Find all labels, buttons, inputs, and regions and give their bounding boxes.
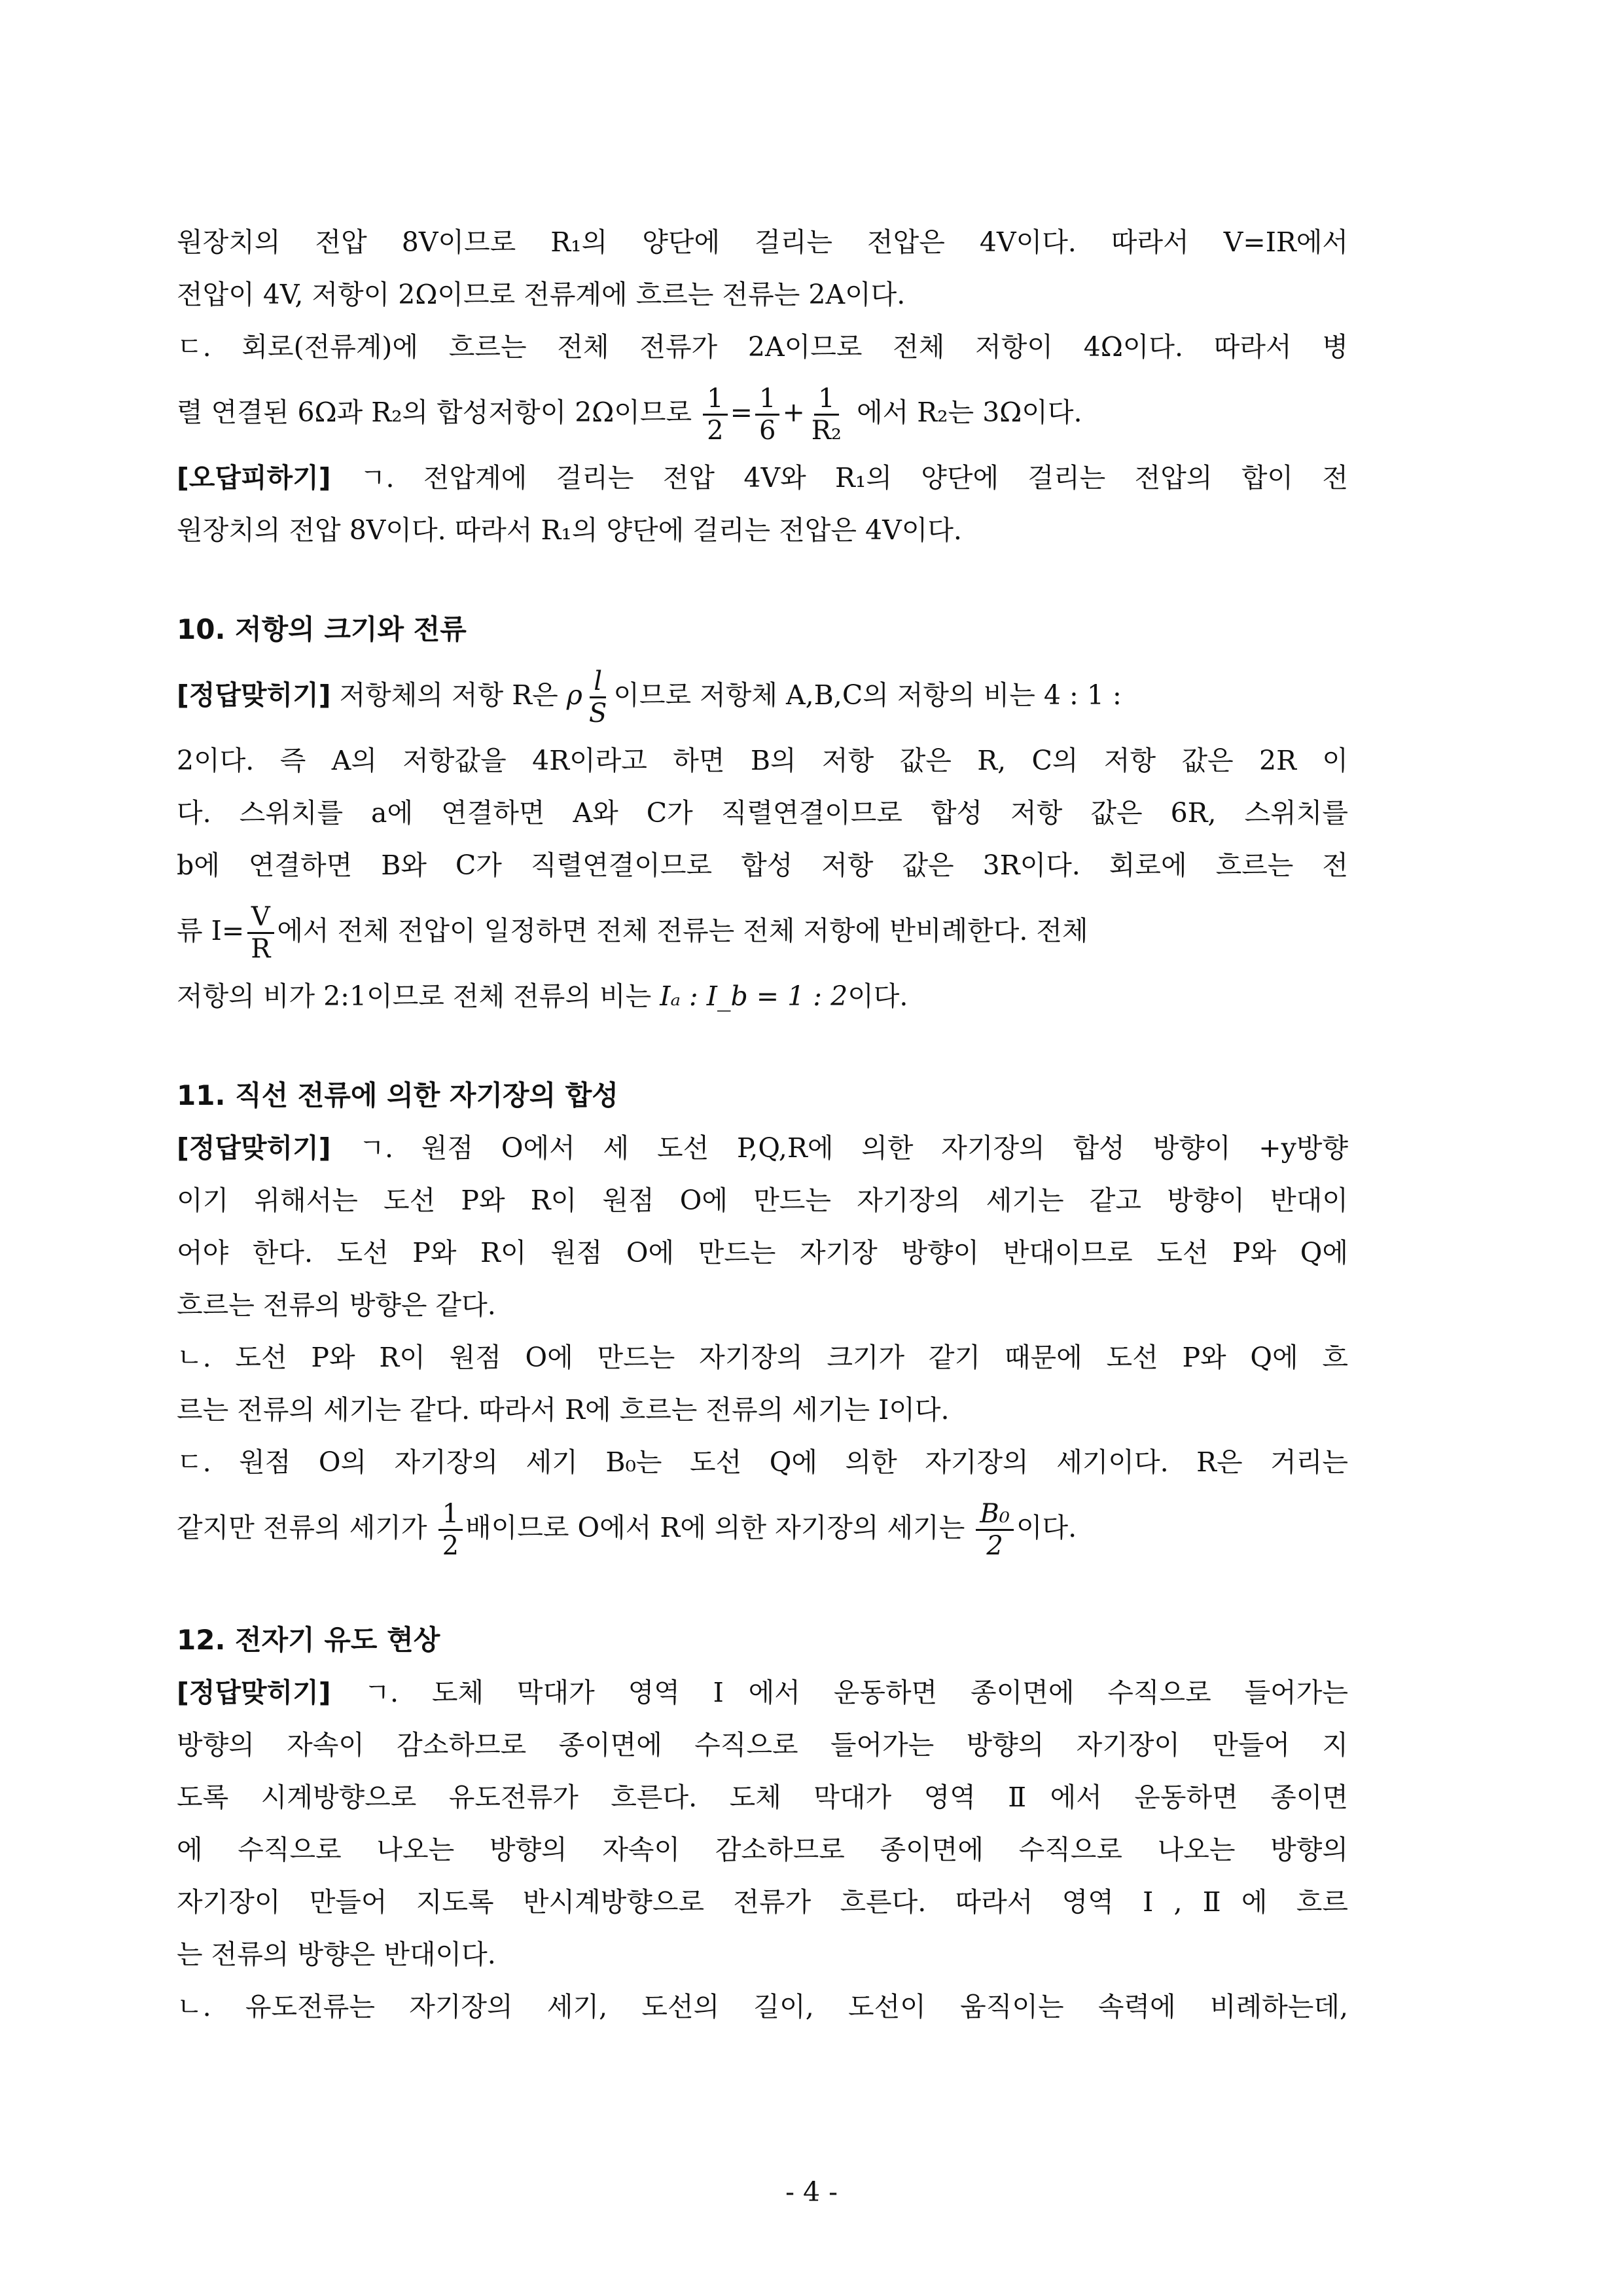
text-segment: ㄱ. 원점 O에서 세 도선 P,Q,R에 의한 자기장의 합성 방향이 +y방향 bbox=[359, 1132, 1348, 1164]
answer-tag: [정답맞히기] bbox=[177, 679, 331, 711]
answer-tag: [정답맞히기] bbox=[177, 1677, 331, 1708]
text-segment: 같지만 전류의 세기가 bbox=[177, 1512, 427, 1543]
rho-symbol: ρ bbox=[566, 679, 582, 711]
text-segment: 류 I= bbox=[177, 915, 245, 946]
text-line-with-equation bbox=[177, 373, 1348, 452]
section-11 bbox=[177, 1069, 1348, 1567]
text-line: 자기장이 만들어 지도록 반시계방향으로 전류가 흐른다. 따라서 영역 Ⅰ,Ⅱ에 흐르 bbox=[177, 1886, 1348, 1918]
text-line: ㄷ. 원점 O의 자기장의 세기 B₀는 도선 Q에 의한 자기장의 세기이다. R은 거리는 bbox=[177, 1446, 1348, 1478]
text-segment: 렬 연결된 6Ω과 R₂의 합성저항이 2Ω이므로 bbox=[177, 397, 692, 428]
math-expression: Iₐ : I_b = 1 : 2 bbox=[660, 980, 848, 1012]
text-line: 흐르는 전류의 방향은 같다. bbox=[177, 1289, 496, 1321]
page-number: - 4 - bbox=[785, 2176, 838, 2208]
fraction bbox=[585, 668, 611, 727]
fraction bbox=[438, 1500, 463, 1560]
text-line: 전압이 4V, 저항이 2Ω이므로 전류계에 흐르는 전류는 2A이다. bbox=[177, 279, 906, 310]
denominator: 2 bbox=[986, 1531, 1003, 1561]
text-line: 이기 위해서는 도선 P와 R이 원점 O에 만드는 자기장의 세기는 같고 방향이 반대이 bbox=[177, 1185, 1348, 1216]
numerator: 1 bbox=[755, 385, 779, 416]
text-line: b에 연결하면 B와 C가 직렬연결이므로 합성 저항 값은 3R이다. 회로에 흐르는 전 bbox=[177, 850, 1348, 881]
text-line-with-equation bbox=[177, 891, 1348, 970]
text-segment: 배이므로 O에서 R에 의한 자기장의 세기는 bbox=[465, 1512, 965, 1543]
text-line: 다. 스위치를 a에 연결하면 A와 C가 직렬연결이므로 합성 저항 값은 6R, 스위치를 bbox=[177, 797, 1348, 829]
numerator: B₀ bbox=[976, 1500, 1013, 1531]
text-line: 2이다. 즉 A의 저항값을 4R이라고 하면 B의 저항 값은 R, C의 저항 값은 2R 이 bbox=[177, 745, 1348, 776]
text-line bbox=[177, 1122, 1348, 1174]
text-segment: 이다. bbox=[1016, 1512, 1077, 1543]
text-segment: ㄱ. 전압계에 걸리는 전압 4V와 R₁의 양단에 걸리는 전압의 합이 전 bbox=[359, 462, 1348, 493]
section-title: 11. 직선 전류에 의한 자기장의 합성 bbox=[177, 1079, 618, 1111]
text-line: 방향의 자속이 감소하므로 종이면에 수직으로 들어가는 방향의 자기장이 만들어 지 bbox=[177, 1729, 1348, 1761]
equals-sign: = bbox=[730, 397, 753, 428]
denominator: 2 bbox=[442, 1531, 459, 1561]
document-page bbox=[177, 216, 1348, 2033]
numerator: l bbox=[590, 668, 606, 698]
text-segment: 에서 전체 전압이 일정하면 전체 전류는 전체 저항에 반비례한다. 전체 bbox=[277, 915, 1088, 946]
text-segment: 저항의 비가 2:1이므로 전체 전류의 비는 bbox=[177, 980, 652, 1012]
wrong-answer-tag: [오답피하기] bbox=[177, 462, 331, 493]
fraction bbox=[755, 385, 779, 444]
text-segment: 에서 R₂는 3Ω이다. bbox=[857, 397, 1082, 428]
answer-tag: [정답맞히기] bbox=[177, 1132, 331, 1164]
section-title: 12. 전자기 유도 현상 bbox=[177, 1624, 440, 1656]
numerator: 1 bbox=[703, 385, 727, 416]
numerator: 1 bbox=[814, 385, 838, 416]
text-segment: ㄱ. 도체 막대가 영역 Ⅰ에서 운동하면 종이면에 수직으로 들어가는 bbox=[364, 1677, 1348, 1708]
section-10 bbox=[177, 603, 1348, 1022]
text-line: ㄴ. 도선 P와 R이 원점 O에 만드는 자기장의 크기가 같기 때문에 도선 P와 Q에 흐 bbox=[177, 1342, 1348, 1373]
text-line: 어야 한다. 도선 P와 R이 원점 O에 만드는 자기장 방향이 반대이므로 도선 P와 Q에 bbox=[177, 1237, 1348, 1268]
text-segment: 이다. bbox=[847, 980, 908, 1012]
numerator: V bbox=[247, 903, 274, 934]
denominator: R₂ bbox=[811, 416, 842, 446]
text-line: ㄷ. 회로(전류계)에 흐르는 전체 전류가 2A이므로 전체 저항이 4Ω이다. 따라서 병 bbox=[177, 331, 1348, 363]
section-12 bbox=[177, 1614, 1348, 2033]
fraction bbox=[808, 385, 846, 444]
text-line: 원장치의 전압 8V이다. 따라서 R₁의 양단에 걸리는 전압은 4V이다. bbox=[177, 514, 962, 546]
denominator: 6 bbox=[758, 416, 776, 446]
denominator: 2 bbox=[707, 416, 724, 446]
section-title: 10. 저항의 크기와 전류 bbox=[177, 613, 467, 645]
text-line-with-equation bbox=[177, 1488, 1348, 1567]
text-line bbox=[177, 970, 1348, 1022]
numerator: 1 bbox=[438, 1500, 463, 1531]
text-line: 르는 전류의 세기는 같다. 따라서 R에 흐르는 전류의 세기는 I이다. bbox=[177, 1394, 950, 1426]
text-segment: 저항체의 저항 R은 bbox=[339, 679, 558, 711]
fraction bbox=[976, 1500, 1013, 1560]
text-line: 도록 시계방향으로 유도전류가 흐른다. 도체 막대가 영역 Ⅱ에서 운동하면 종이면 bbox=[177, 1782, 1348, 1813]
text-line: 원장치의 전압 8V이므로 R₁의 양단에 걸리는 전압은 4V이다. 따라서 V=IR에서 bbox=[177, 226, 1348, 258]
text-line bbox=[177, 1666, 1348, 1719]
fraction bbox=[703, 385, 727, 444]
denominator: S bbox=[588, 698, 607, 728]
fraction bbox=[247, 903, 274, 963]
text-line: ㄴ. 유도전류는 자기장의 세기, 도선의 길이, 도선이 움직이는 속력에 비례하는데, bbox=[177, 1991, 1348, 2022]
plus-sign: + bbox=[782, 397, 805, 428]
text-line-with-equation bbox=[177, 656, 1348, 734]
text-segment: 이므로 저항체 A,B,C의 저항의 비는 4 : 1 : bbox=[613, 679, 1122, 711]
denominator: R bbox=[251, 934, 271, 964]
text-line: 는 전류의 방향은 반대이다. bbox=[177, 1939, 496, 1970]
text-line bbox=[177, 452, 1348, 504]
text-line: 에 수직으로 나오는 방향의 자속이 감소하므로 종이면에 수직으로 나오는 방향의 bbox=[177, 1834, 1348, 1865]
